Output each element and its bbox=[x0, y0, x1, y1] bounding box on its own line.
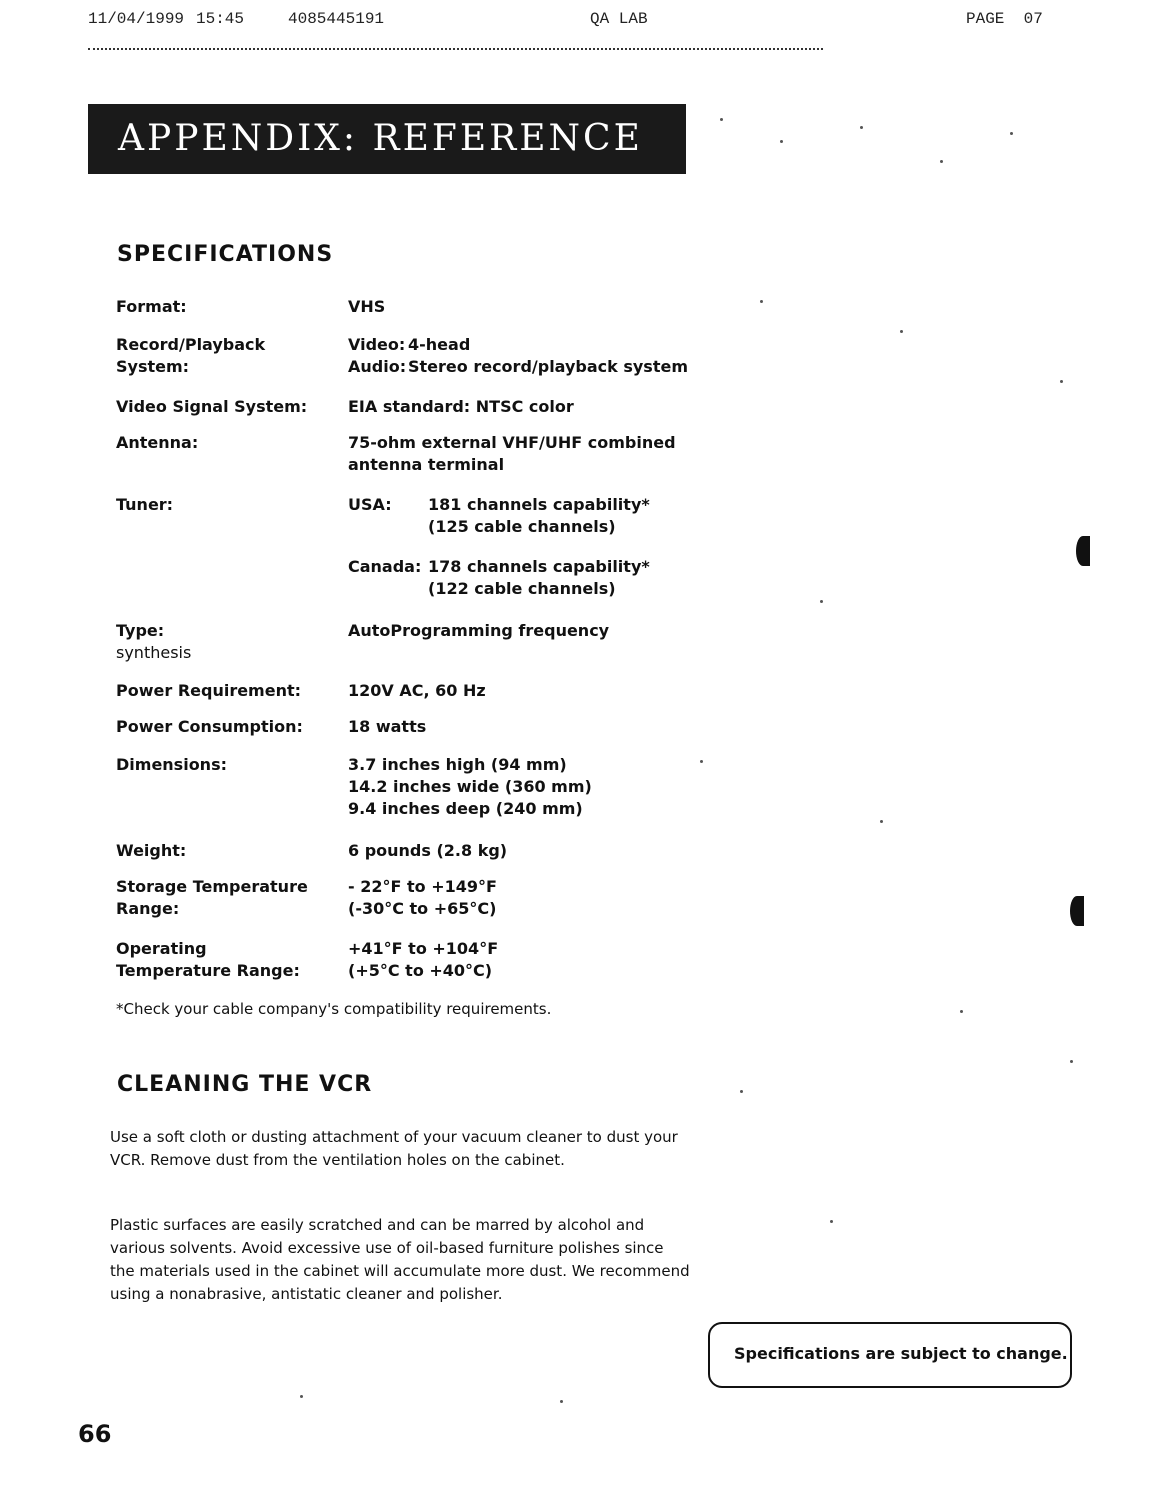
appendix-banner bbox=[88, 104, 686, 174]
scan-speckle bbox=[940, 160, 943, 163]
operating-temp-label bbox=[116, 938, 336, 982]
fax-page: PAGE 07 bbox=[966, 10, 1043, 28]
record-playback-label bbox=[116, 334, 336, 378]
video-signal-value: EIA standard: NTSC color bbox=[348, 397, 574, 416]
record-playback-value bbox=[348, 334, 688, 378]
scan-speckle bbox=[960, 1010, 963, 1013]
video-value: 4-head bbox=[408, 335, 471, 354]
tuner-canada-line1: 178 channels capability* bbox=[428, 557, 650, 576]
operating-temp-label-line1: Operating bbox=[116, 939, 207, 958]
scan-speckle bbox=[740, 1090, 743, 1093]
power-consumption-label: Power Consumption: bbox=[116, 717, 303, 736]
antenna-label: Antenna: bbox=[116, 433, 199, 452]
tuner-canada-label: Canada: bbox=[348, 557, 422, 576]
fax-date: 11/04/1999 bbox=[88, 10, 185, 28]
specifications-heading: SPECIFICATIONS bbox=[117, 242, 334, 267]
record-playback-label-line1: Record/Playback bbox=[116, 335, 266, 354]
fax-number: 4085445191 bbox=[288, 10, 385, 28]
tuner-usa-value bbox=[348, 494, 688, 538]
scan-speckle bbox=[1060, 380, 1063, 383]
storage-temp-label-line2: Range: bbox=[116, 899, 180, 918]
dimensions-label: Dimensions: bbox=[116, 755, 227, 774]
notice-box bbox=[708, 1322, 1072, 1388]
operating-temp-value-line2: (+5°C to +40°C) bbox=[348, 961, 493, 980]
format-label: Format: bbox=[116, 297, 187, 316]
tuner-usa-line1: 181 channels capability* bbox=[428, 495, 650, 514]
power-requirement-value: 120V AC, 60 Hz bbox=[348, 681, 486, 700]
operating-temp-value bbox=[348, 938, 688, 982]
tuner-usa-line2: (125 cable channels) bbox=[428, 517, 616, 536]
type-value: AutoProgramming frequency bbox=[348, 621, 610, 640]
video-signal-label: Video Signal System: bbox=[116, 397, 308, 416]
punch-hole-mark bbox=[1076, 536, 1090, 566]
scan-speckle bbox=[780, 140, 783, 143]
weight-value: 6 pounds (2.8 kg) bbox=[348, 841, 508, 860]
scan-speckle bbox=[880, 820, 883, 823]
format-value: VHS bbox=[348, 297, 386, 316]
tuner-label: Tuner: bbox=[116, 495, 174, 514]
power-requirement-label: Power Requirement: bbox=[116, 681, 302, 700]
storage-temp-value-line1: - 22°F to +149°F bbox=[348, 877, 497, 896]
operating-temp-label-line2: Temperature Range: bbox=[116, 961, 300, 980]
scan-speckle bbox=[820, 600, 823, 603]
fax-header bbox=[88, 10, 1068, 32]
scan-speckle bbox=[700, 760, 703, 763]
scan-speckle bbox=[1010, 132, 1013, 135]
dimensions-value bbox=[348, 754, 688, 820]
storage-temp-value bbox=[348, 876, 688, 920]
scan-speckle bbox=[830, 1220, 833, 1223]
scan-speckle bbox=[1070, 1060, 1073, 1063]
antenna-value-line1: 75-ohm external VHF/UHF combined bbox=[348, 433, 676, 452]
audio-sub-label: Audio: bbox=[348, 357, 407, 376]
tuner-canada-line2: (122 cable channels) bbox=[428, 579, 616, 598]
compatibility-footnote: *Check your cable company's compatibility requirements. bbox=[116, 1000, 552, 1018]
audio-value: Stereo record/playback system bbox=[408, 357, 688, 376]
page-title: APPENDIX: REFERENCE bbox=[118, 118, 643, 159]
record-playback-label-line2: System: bbox=[116, 357, 190, 376]
scan-speckle bbox=[760, 300, 763, 303]
page-number: 66 bbox=[78, 1420, 112, 1448]
scan-speckle bbox=[560, 1400, 563, 1403]
scan-speckle bbox=[900, 330, 903, 333]
dimensions-line3: 9.4 inches deep (240 mm) bbox=[348, 799, 583, 818]
scan-speckle bbox=[720, 118, 723, 121]
type-label-line2: synthesis bbox=[116, 643, 192, 662]
power-consumption-value: 18 watts bbox=[348, 717, 427, 736]
cleaning-paragraph-1: Use a soft cloth or dusting attachment of your vacuum cleaner to dust your VCR. Remove dust from the ventilation holes on the cabinet. bbox=[110, 1128, 678, 1169]
dimensions-line1: 3.7 inches high (94 mm) bbox=[348, 755, 567, 774]
weight-label: Weight: bbox=[116, 841, 187, 860]
tuner-canada-value bbox=[348, 556, 688, 600]
scan-speckle bbox=[300, 1395, 303, 1398]
cleaning-paragraph-2: Plastic surfaces are easily scratched and can be marred by alcohol and various solvents. Avoid excessive use of oil-based furniture polishes since the materials used in the cabinet will accumulate more dust. We recommend using a nonabrasive, antistatic cleaner and polisher. bbox=[110, 1216, 690, 1303]
video-sub-label: Video: bbox=[348, 335, 406, 354]
tuner-usa-label: USA: bbox=[348, 495, 392, 514]
antenna-value-line2: antenna terminal bbox=[348, 455, 505, 474]
operating-temp-value-line1: +41°F to +104°F bbox=[348, 939, 499, 958]
storage-temp-value-line2: (-30°C to +65°C) bbox=[348, 899, 497, 918]
storage-temp-label-line1: Storage Temperature bbox=[116, 877, 308, 896]
cleaning-heading: CLEANING THE VCR bbox=[117, 1072, 373, 1097]
antenna-value bbox=[348, 432, 688, 476]
notice-text: Specifications are subject to change. bbox=[734, 1344, 1068, 1363]
fax-sender: QA LAB bbox=[590, 10, 648, 28]
storage-temp-label bbox=[116, 876, 336, 920]
punch-hole-mark bbox=[1070, 896, 1084, 926]
type-label bbox=[116, 620, 336, 664]
scan-speckle bbox=[860, 126, 863, 129]
fax-divider bbox=[88, 48, 823, 50]
dimensions-line2: 14.2 inches wide (360 mm) bbox=[348, 777, 592, 796]
type-label-line1: Type: bbox=[116, 621, 165, 640]
fax-time: 15:45 bbox=[196, 10, 245, 28]
